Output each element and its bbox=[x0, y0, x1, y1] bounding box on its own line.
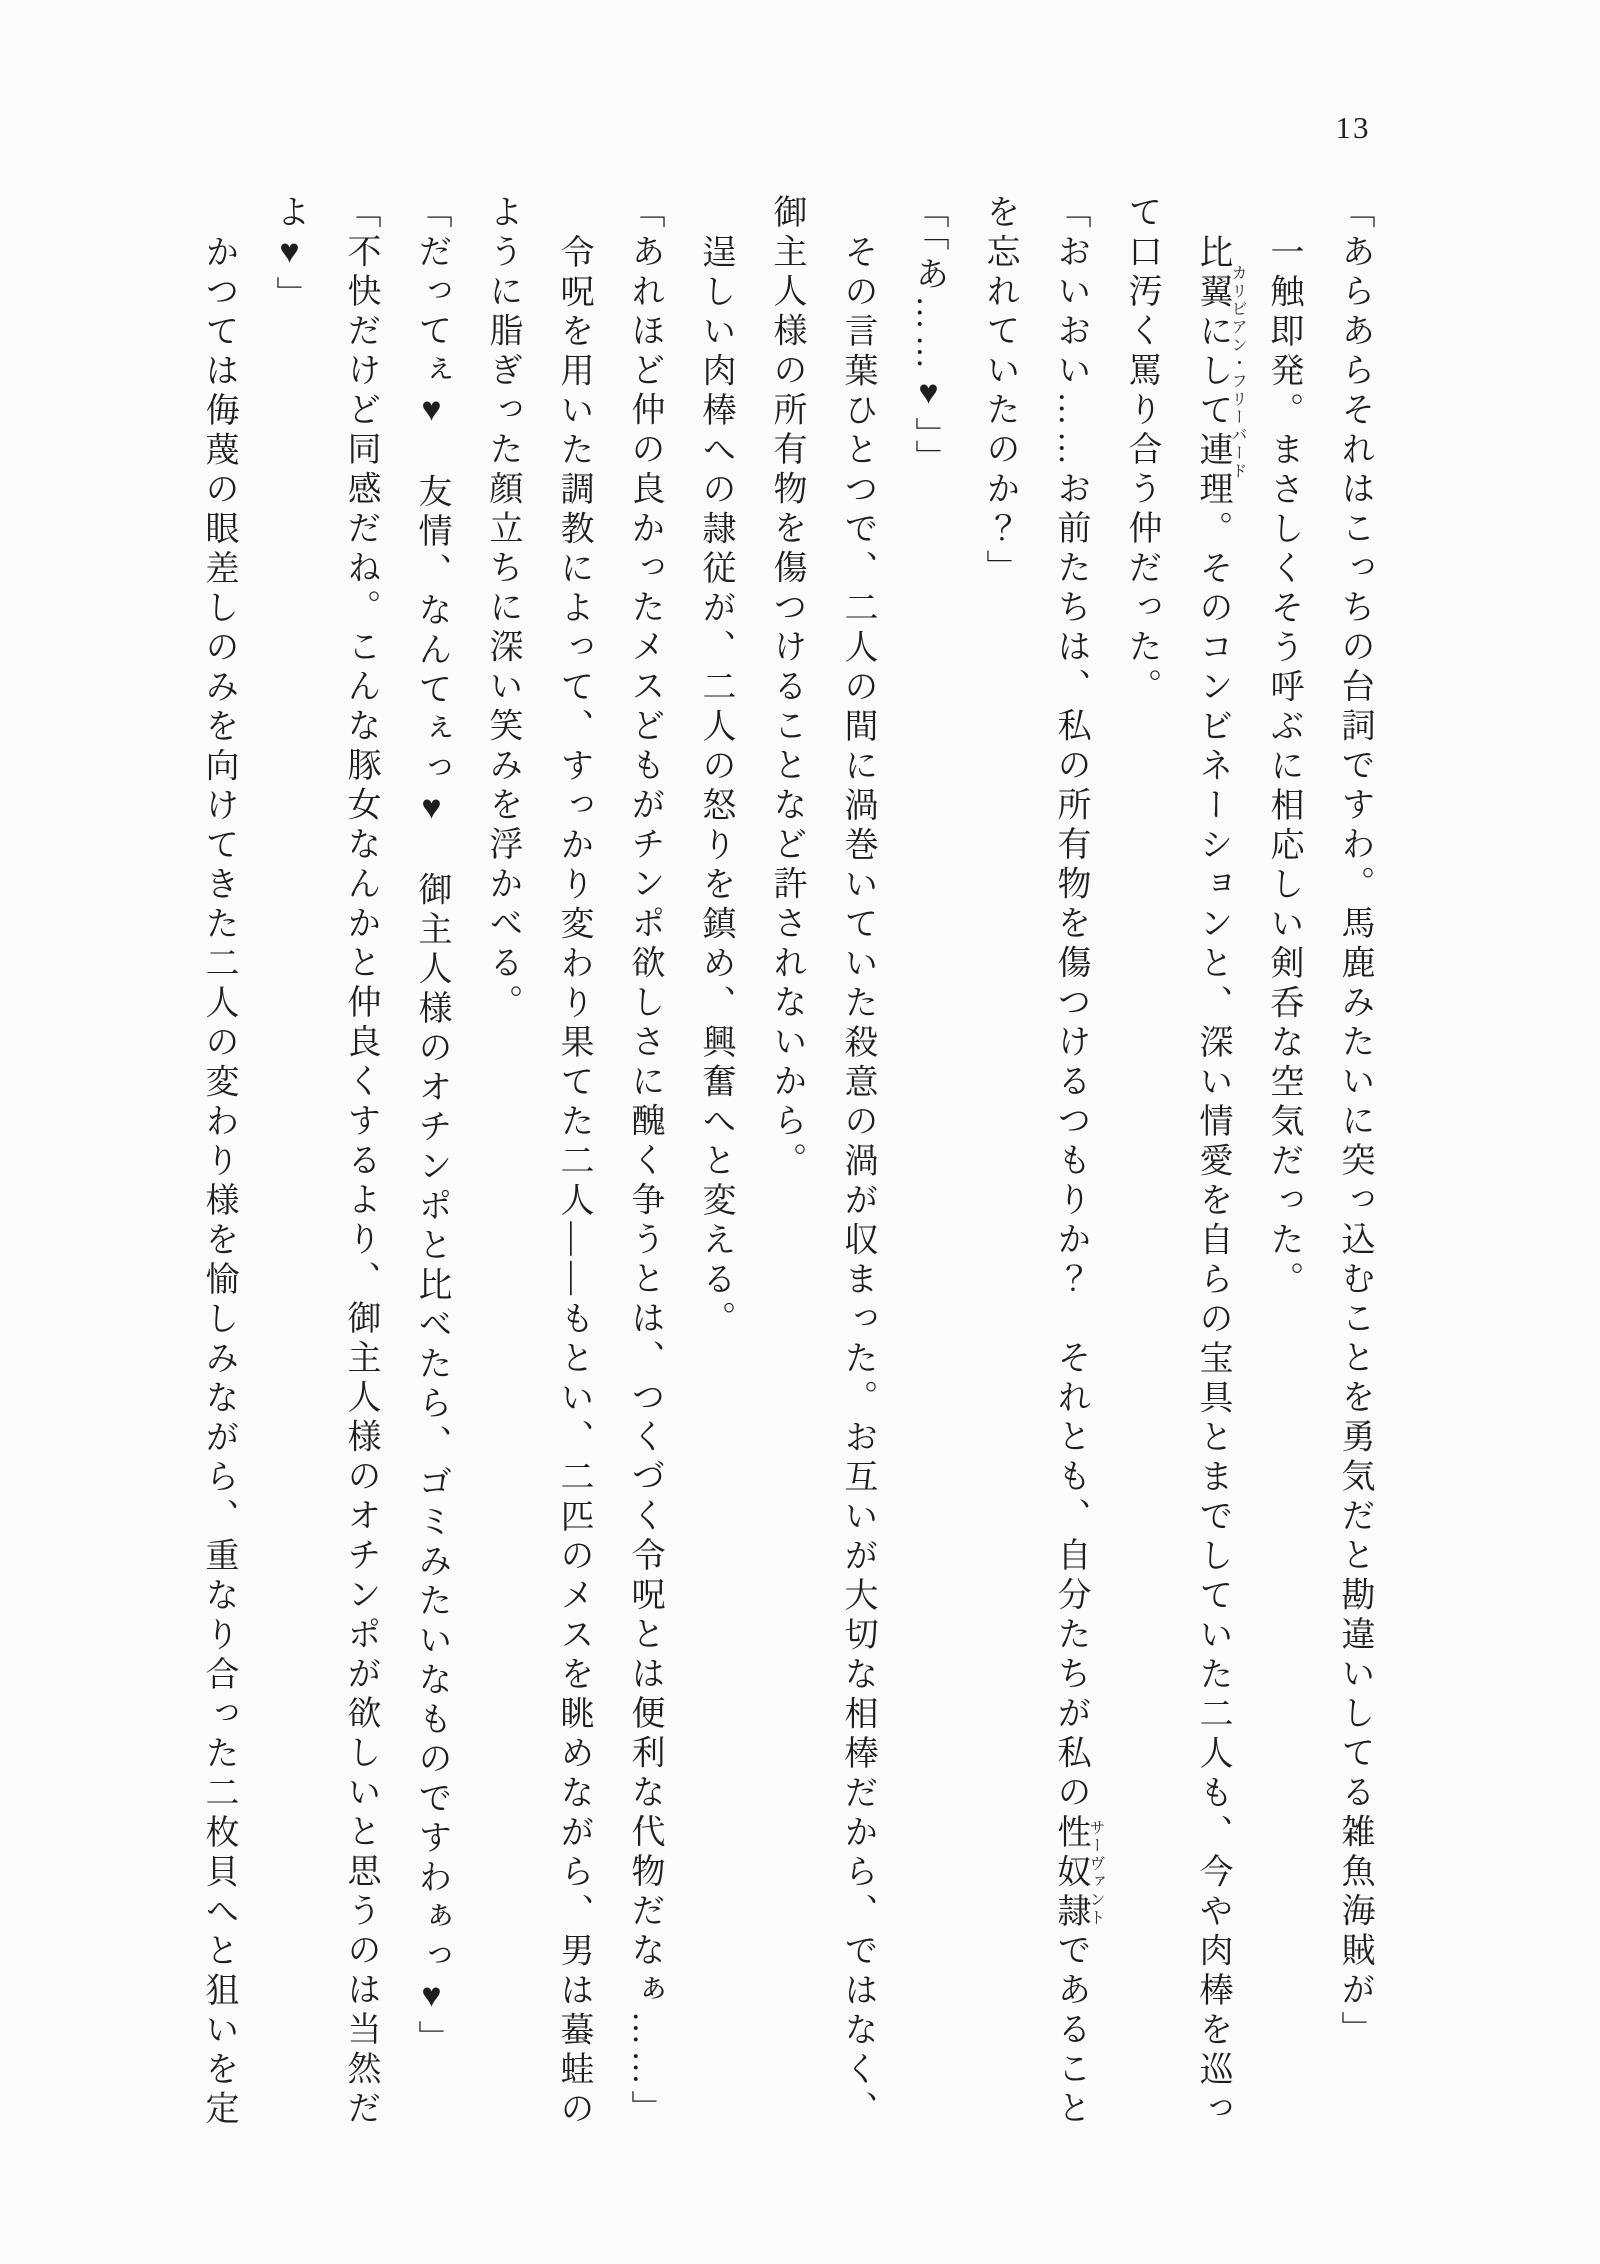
text-run: 。そのコンビネーションと、深い情愛を自らの宝具とまでしていた二人も、今や肉棒を巡って口汚く罵り合う仲だった。 bbox=[1123, 194, 1231, 2130]
paragraph-line bbox=[396, 194, 467, 2134]
text-run: 「不快だけど同感だね。こんな豚女なんかと仲良くするより、御主人様のオチンポが欲しいと思うのは当然だよ♥」 bbox=[271, 194, 379, 2130]
furigana: カリビアン・フリーバード bbox=[1229, 234, 1246, 511]
page-number: 13 bbox=[1335, 110, 1371, 145]
paragraph-line bbox=[1106, 194, 1248, 2134]
ruby-word bbox=[1194, 234, 1246, 511]
ruby-base-text: 性奴隷 bbox=[1052, 1813, 1089, 1932]
text-run: 「おいおい……お前たちは、私の所有物を傷つけるつもりか？ それとも、自分たちが私の bbox=[1052, 194, 1089, 1814]
text-run: 令呪を用いた調教によって、すっかり変わり果てた二人――もとい、二匹のメスを眺めながら、男は蟇蛙のように脂ぎった顔立ちに深い笑みを浮かべる。 bbox=[484, 194, 592, 2130]
text-run: 「あらあらそれはこっちの台詞ですわ。馬鹿みたいに突っ込むことを勇気だと勘違いしてる雑魚海賊が」 bbox=[1336, 194, 1373, 2051]
furigana: サーヴァント bbox=[1087, 1813, 1104, 1932]
text-run: かつては侮蔑の眼差しのみを向けてきた二人の変わり様を愉しみながら、重なり合った二枚貝へと狙いを定 bbox=[200, 234, 237, 2130]
paragraph-line bbox=[751, 194, 893, 2134]
paragraph-line bbox=[183, 194, 254, 2134]
ruby-word bbox=[1052, 1813, 1104, 1933]
text-run: 「あれほど仲の良かったメスどもがチンポ欲しさに醜く争うとは、つくづく令呪とは便利な代物だなぁ……」 bbox=[626, 194, 663, 2130]
paragraph-line bbox=[893, 194, 964, 2134]
text-run: 「「あ……♥」」 bbox=[910, 194, 947, 479]
text-run: であることを忘れていたのか？」 bbox=[981, 194, 1089, 2130]
paragraph-line bbox=[680, 194, 751, 2134]
text-run: その言葉ひとつで、二人の間に渦巻いていた殺意の渦が収まった。お互いが大切な相棒だから、ではなく、御主人様の所有物を傷つけることなど許されないから。 bbox=[768, 194, 876, 2130]
paragraph-line bbox=[964, 194, 1106, 2134]
text-run: 「だってぇ♥ 友情、なんてぇっ♥ 御主人様のオチンポと比べたら、ゴミみたいなものですわぁっ♥」 bbox=[413, 194, 450, 2060]
paragraph-line bbox=[1248, 194, 1319, 2134]
text-run: 逞しい肉棒への隷従が、二人の怒りを鎮め、興奮へと変える。 bbox=[697, 234, 734, 1340]
paragraph-line bbox=[1319, 194, 1390, 2134]
ruby-base-text: 比翼にして連理 bbox=[1194, 234, 1231, 511]
paragraph-line bbox=[254, 194, 396, 2134]
text-body bbox=[175, 194, 1390, 2134]
text-run: 一触即発。まさしくそう呼ぶに相応しい剣呑な空気だった。 bbox=[1265, 234, 1302, 1301]
paragraph-line bbox=[467, 194, 609, 2134]
paragraph-line bbox=[609, 194, 680, 2134]
